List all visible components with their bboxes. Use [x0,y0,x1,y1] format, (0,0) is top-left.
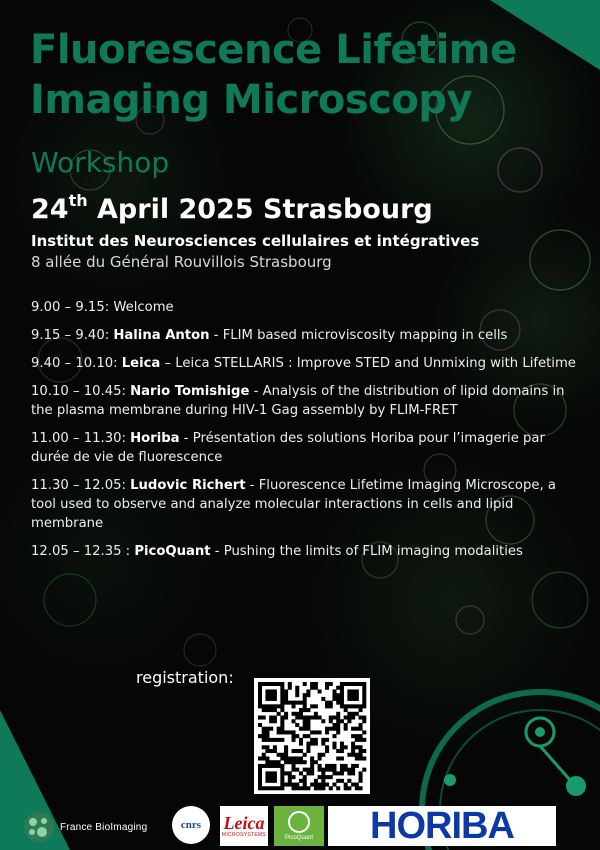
program-topic: – Leica STELLARIS : Improve STED and Unmixing with Lifetime [160,356,576,371]
program-list [31,298,576,570]
partner-logos [0,802,600,850]
program-item [31,542,576,561]
leica-sub-label: MICROSYSTEMS [221,832,267,838]
program-topic: - Fluorescence Lifetime Imaging Microscope, a tool used to observe and analyze molecular interactions in cells and lipid membrane [31,478,556,531]
program-speaker: Leica [121,356,161,371]
program-item [31,476,576,533]
leica-label: Leica [223,813,265,833]
title-line-1: Fluorescence Lifetime [30,27,517,73]
program-time: 9.00 – 9.15: [31,300,114,315]
title-line-2: Imaging Microscopy [30,77,473,123]
france-bioimaging-icon [22,810,56,844]
program-item [31,382,576,420]
program-topic: - Pushing the limits of FLIM imaging modalities [210,544,523,559]
registration-label: registration: [136,668,234,687]
leica-logo [220,806,268,846]
venue-institute: Institut des Neurosciences cellulaires et intégratives [31,232,480,250]
horiba-logo [328,806,556,846]
program-time: 10.10 – 10.45: [31,384,131,399]
program-time: 9.15 – 9.40: [31,328,114,343]
registration-qr-code[interactable] [254,678,370,794]
horiba-label: HORIBA [370,805,514,847]
cnrs-logo [172,806,210,844]
subtitle: Workshop [31,146,170,179]
program-time: 11.30 – 12.05: [31,478,131,493]
program-time: 12.05 – 12.35 : [31,544,135,559]
picoquant-logo [274,806,324,846]
program-speaker: Nario Tomishige [130,384,250,399]
program-topic: - Présentation des solutions Horiba pour l’imagerie par durée de vie de fluorescence [31,431,545,465]
program-item [31,326,576,345]
venue-address: 8 allée du Général Rouvillois Strasbourg [31,253,332,271]
france-bioimaging-logo [22,810,147,844]
program-item [31,429,576,467]
program-time: 11.00 – 11.30: [31,431,131,446]
picoquant-label: PicoQuant [284,835,314,841]
program-speaker: Halina Anton [113,328,210,343]
program-speaker: PicoQuant [134,544,211,559]
page-title [30,25,570,125]
program-topic: - FLIM based microviscosity mapping in cells [209,328,508,343]
picoquant-icon [288,811,310,833]
date-day: 24 [31,194,69,225]
date-rest: April 2025 Strasbourg [87,194,433,225]
program-item [31,298,576,317]
program-speaker: Ludovic Richert [130,478,246,493]
france-bioimaging-label: France BioImaging [60,821,148,833]
program-item [31,354,576,373]
program-topic: Welcome [113,300,174,315]
event-date [31,193,433,225]
program-topic: - Analysis of the distribution of lipid domains in the plasma membrane during HIV-1 Gag assembly by FLIM-FRET [31,384,565,418]
qr-code-icon [254,678,370,794]
program-time: 9.40 – 10.10: [31,356,122,371]
cnrs-label: cnrs [180,819,202,831]
program-speaker: Horiba [130,431,180,446]
date-suffix: th [68,191,88,210]
